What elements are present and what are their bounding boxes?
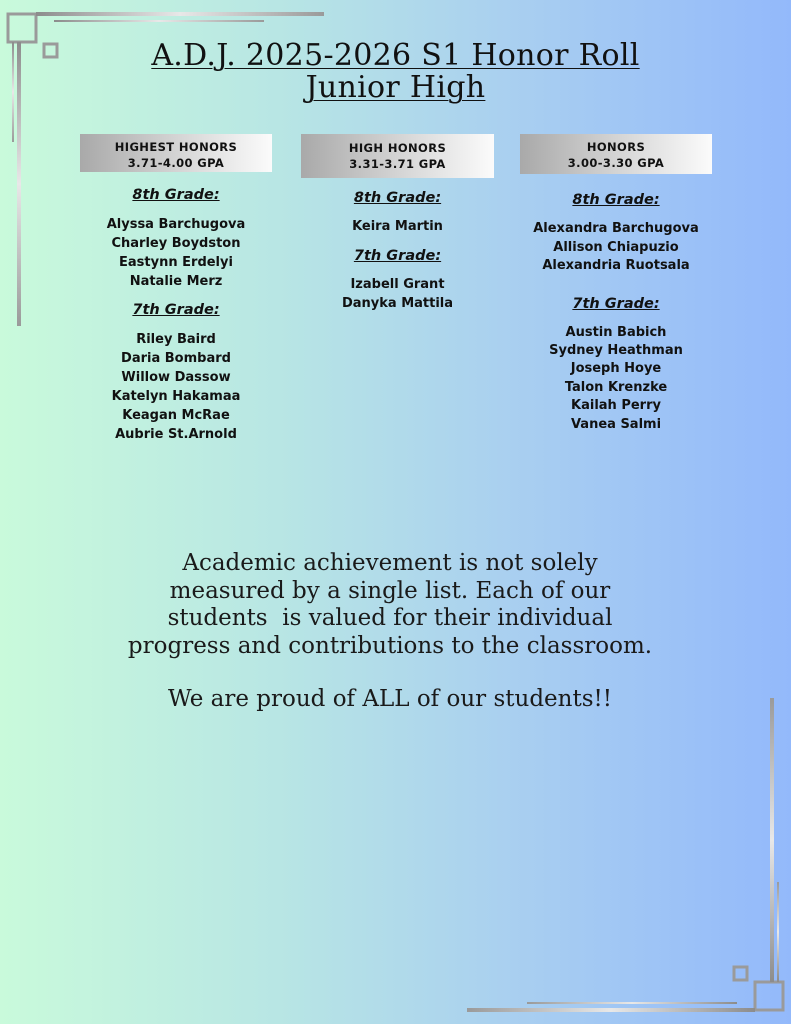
high-honors-header — [301, 134, 494, 178]
grade-8-list — [301, 217, 494, 236]
student-name: Riley Baird — [136, 332, 216, 347]
page-subtitle: Junior High — [305, 70, 486, 105]
grade-7-list — [301, 275, 494, 313]
student-name: Austin Babich — [565, 324, 667, 340]
student-name: Willow Dassow — [121, 370, 231, 385]
message-line: measured by a single list. Each of our — [169, 577, 611, 604]
closing-message: We are proud of ALL of our students!! — [167, 686, 613, 712]
student-name: Allison Chiapuzio — [553, 239, 679, 255]
student-name: Danyka Mattila — [341, 296, 454, 311]
grade-7-heading: 7th Grade: — [572, 295, 660, 312]
achievement-message — [60, 550, 720, 660]
highest-honors-header — [80, 134, 272, 172]
student-name: Sydney Heathman — [549, 342, 683, 358]
grade-8-heading: 8th Grade: — [353, 190, 442, 206]
student-name: Keira Martin — [352, 219, 443, 234]
honor-tier-label: HIGH HONORS — [348, 141, 447, 155]
grade-8-list — [520, 220, 712, 276]
student-name: Kailah Perry — [571, 398, 661, 414]
gpa-range: 3.31-3.71 GPA — [349, 157, 446, 171]
highest-honors-column — [80, 134, 272, 444]
student-name: Aubrie St.Arnold — [115, 427, 237, 442]
student-name: Izabell Grant — [350, 277, 445, 292]
grade-7-heading: 7th Grade: — [132, 302, 220, 318]
grade-8-heading: 8th Grade: — [572, 192, 660, 208]
student-name: Katelyn Hakamaa — [111, 389, 241, 404]
page-title: A.D.J. 2025-2026 S1 Honor Roll — [151, 38, 640, 73]
student-name: Joseph Hoye — [570, 361, 662, 377]
grade-8-list — [80, 215, 272, 291]
student-name: Charley Boydston — [111, 236, 241, 251]
student-name: Alyssa Barchugova — [106, 217, 246, 232]
gpa-range: 3.71-4.00 GPA — [127, 156, 225, 170]
student-name: Keagan McRae — [122, 408, 230, 423]
grade-7-heading: 7th Grade: — [353, 248, 442, 264]
gpa-range: 3.00-3.30 GPA — [567, 156, 665, 170]
student-name: Daria Bombard — [121, 351, 231, 366]
message-line: Academic achievement is not solely — [182, 550, 598, 576]
high-honors-column — [301, 134, 494, 313]
student-name: Alexandra Barchugova — [533, 221, 699, 236]
student-name: Natalie Merz — [129, 274, 223, 289]
student-name: Talon Krenzke — [564, 379, 668, 395]
honors-header — [520, 134, 712, 174]
message-line: progress and contributions to the classroom. — [127, 632, 653, 659]
message-line: students is valued for their individual — [167, 605, 613, 631]
grade-8-heading: 8th Grade: — [132, 187, 220, 203]
student-name: Eastynn Erdelyi — [119, 255, 233, 270]
grade-7-list — [80, 330, 272, 444]
honor-tier-label: HIGHEST HONORS — [114, 140, 238, 154]
student-name: Vanea Salmi — [570, 416, 662, 432]
grade-7-list — [520, 324, 712, 434]
honors-column — [520, 134, 712, 434]
student-name: Alexandria Ruotsala — [542, 258, 690, 273]
corner-ornament-bottom-right — [461, 694, 791, 1024]
honor-tier-label: HONORS — [586, 140, 646, 154]
